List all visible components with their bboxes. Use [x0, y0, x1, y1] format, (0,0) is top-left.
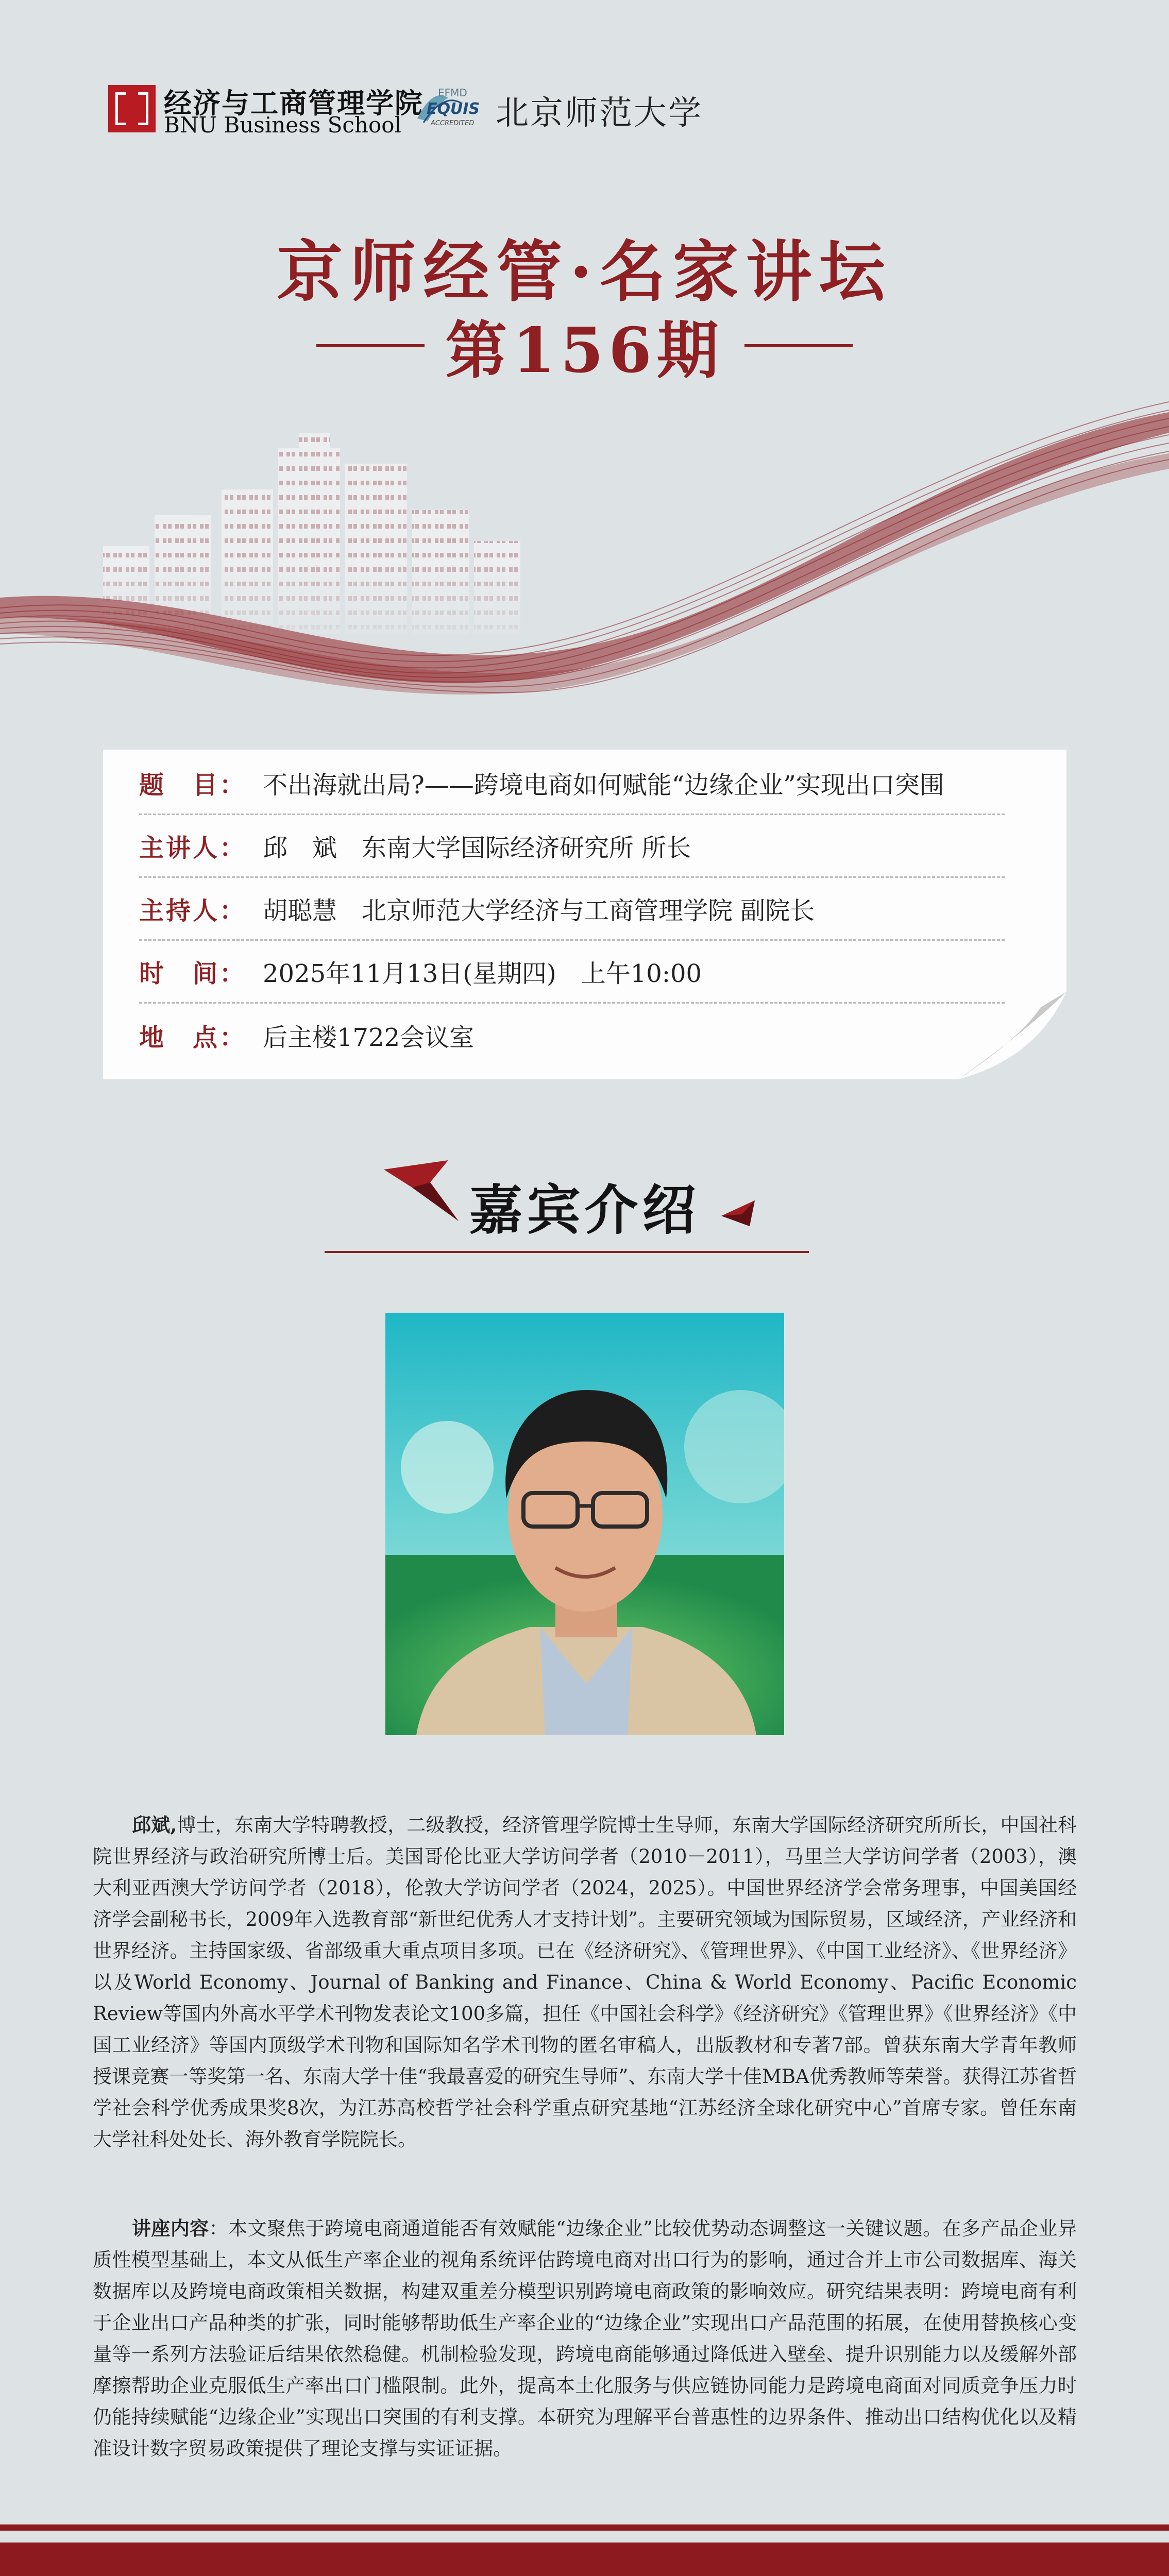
- footer-band: [0, 2543, 1169, 2576]
- school-name-en: BNU Business School: [164, 112, 401, 138]
- location-label: 地 点：: [139, 1023, 247, 1052]
- time-label: 时 间：: [139, 959, 247, 988]
- speaker-bio: [93, 1809, 1077, 2155]
- guest-title-underline: [325, 1251, 809, 1253]
- issue-divider-right: [744, 344, 853, 347]
- event-row-host: [139, 878, 1005, 941]
- speaker-photo: [385, 1313, 784, 1735]
- time-value: 2025年11月13日(星期四) 上午10:00: [263, 959, 702, 988]
- event-row-location: [139, 1004, 1005, 1066]
- city-wave-illustration: [0, 392, 1169, 696]
- location-value: 后主楼1722会议室: [263, 1023, 475, 1052]
- bio-text: 博士，东南大学特聘教授，二级教授，经济管理学院博士生导师，东南大学国际经济研究所所长，中国社科院世界经济与政治研究所博士后。美国哥伦比亚大学访问学者（2010－2011），马里兰大学访问学者（2003），澳大利亚西澳大学访问学者（2018），伦敦大学访问学者（2024，2025）。中国世界经济学会常务理事，中国美国经济学会副秘书长，2009年入选教育部“新世纪优秀人才支持计划”。主要研究领域为国际贸易，区域经济，产业经济和世界经济。主持国家级、省部级重大重点项目多项。已在《经济研究》、《管理世界》、《中国工业经济》、《世界经济》以及World Economy、Journal of Banking and Finance、China & World Economy、Pacific Economic Review等国内外高水平学术刊物发表论文100多篇，担任《中国社会科学》《经济研究》《管理世界》《世界经济》《中国工业经济》等国内顶级学术刊物和国际知名学术刊物的匿名审稿人，出版教材和专著7部。曾获东南大学青年教师授课竞赛一等奖第一名、东南大学十佳“我最喜爱的研究生导师”、东南大学十佳MBA优秀教师等荣誉。获得江苏省哲学社会科学优秀成果奖8次，为江苏高校哲学社会科学重点研究基地“江苏经济全球化研究中心”首席专家。曾任东南大学社科处处长、海外教育学院院长。: [93, 1814, 1077, 2150]
- forum-title: 京师经管·名家讲坛: [277, 233, 892, 311]
- event-row-time: [139, 941, 1005, 1004]
- guest-section-title: 嘉宾介绍: [469, 1179, 700, 1242]
- footer-stripe: [0, 2524, 1169, 2531]
- host-label: 主持人：: [139, 896, 247, 925]
- bio-name: 邱斌,: [132, 1814, 177, 1836]
- host-value: 胡聪慧 北京师范大学经济与工商管理学院 副院长: [263, 896, 815, 925]
- issue-number: 第156期: [445, 314, 724, 387]
- event-row-speaker: [139, 815, 1005, 878]
- event-info-card: [103, 750, 1066, 1079]
- topic-value: 不出海就出局?——跨境电商如何赋能“边缘企业”实现出口突围: [263, 771, 944, 800]
- topic-label: 题 目：: [139, 771, 247, 800]
- event-row-topic: [139, 752, 1005, 815]
- lecture-abstract: [93, 2213, 1077, 2464]
- lecture-text: ：本文聚焦于跨境电商通道能否有效赋能“边缘企业”比较优势动态调整这一关键议题。在多产品企业异质性模型基础上，本文从低生产率企业的视角系统评估跨境电商对出口行为的影响，通过合并上市公司数据库、海关数据库以及跨境电商政策相关数据，构建双重差分模型识别跨境电商政策的影响效应。研究结果表明：跨境电商有利于企业出口产品种类的扩张，同时能够帮助低生产率企业的“边缘企业”实现出口产品范围的拓展，在使用替换核心变量等一系列方法验证后结果依然稳健。机制检验发现，跨境电商能够通过降低进入壁垒、提升识别能力以及缓解外部摩擦帮助企业克服低生产率出口门槛限制。此外，提高本土化服务与供应链协同能力是跨境电商面对同质竞争压力时仍能持续赋能“边缘企业”实现出口突围的有利支撑。本研究为理解平台普惠性的边界条件、推动出口结构优化以及精准设计数字贸易政策提供了理论支撑与实证证据。: [93, 2217, 1077, 2460]
- issue-heading: [0, 301, 1169, 390]
- speaker-label: 主讲人：: [139, 834, 247, 862]
- university-name: 北京师范大学: [496, 94, 703, 132]
- school-logo-icon: [108, 85, 156, 132]
- issue-divider-left: [316, 344, 425, 347]
- speaker-value: 邱 斌 东南大学国际经济研究所 所长: [263, 834, 691, 862]
- accredited-label: ACCREDITED: [431, 120, 475, 127]
- equis-label: EQUIS: [427, 100, 480, 118]
- efmd-label: EFMD: [438, 87, 467, 99]
- lecture-lead: 讲座内容: [132, 2217, 209, 2240]
- school-name-cn: 经济与工商管理学院: [164, 87, 423, 120]
